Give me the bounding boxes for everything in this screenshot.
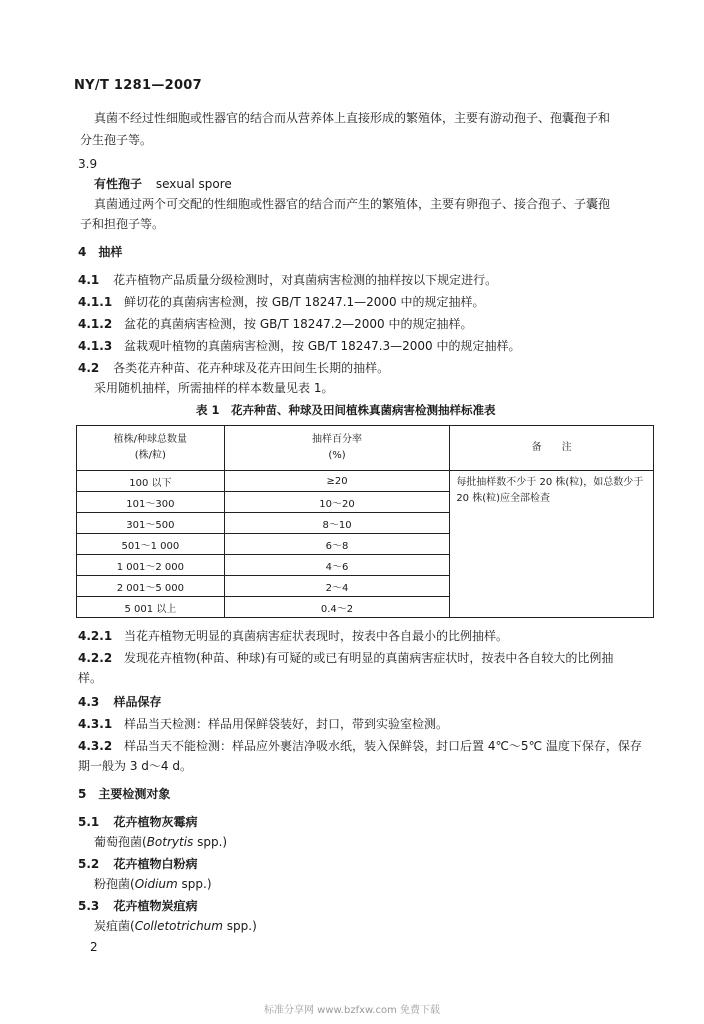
para-4-3-2 [78,738,642,754]
para-number: 4.3 [78,695,100,709]
item-number: 5.2 [78,857,100,871]
section-5-heading: 5 主要检测对象 [78,787,171,801]
cell-count: 100 以下 [77,471,225,492]
table-caption: 表 1 花卉种苗、种球及田间植株真菌病害检测抽样标准表 [196,403,496,417]
item-5-1 [78,814,197,830]
para-text: 各类花卉种苗、花卉种球及花卉田间生长期的抽样。 [113,361,390,375]
pathogen-tail: spp.) [177,877,212,891]
para-number: 4.1.1 [78,295,113,309]
cell-note: 每批抽样数不少于 20 株(粒)，如总数少于 20 株(粒)应全部检查 [450,471,654,618]
section-3-9-line-2: 子和担孢子等。 [80,217,165,231]
para-text: 样品当天检测：样品用保鲜袋装好，封口，带到实验室检测。 [124,717,449,731]
para-4-2-2-line-2: 样。 [78,671,103,685]
para-4-2-sub: 采用随机抽样，所需抽样的样本数量见表 1。 [94,381,334,395]
header-percent [224,426,450,471]
header-count-line-1: 植株/种球总数量 [113,434,188,445]
section-3-9-term [94,176,232,192]
pathogen-cn: 葡萄孢菌( [94,835,147,849]
section-3-9-line-1: 真菌通过两个可交配的性细胞或性器官的结合而产生的繁殖体，主要有卵孢子、接合孢子、子囊孢 [94,197,611,211]
para-number: 4.1.3 [78,339,113,353]
para-text: 鲜切花的真菌病害检测，按 GB/T 18247.1—2000 中的规定抽样。 [124,295,485,309]
pathogen-tail: spp.) [222,919,257,933]
para-number: 4.1.2 [78,317,113,331]
cell-percent: 2～4 [224,576,450,597]
para-4-3 [78,694,161,710]
table-header-row [77,426,654,471]
para-4-3-2-line-2: 期一般为 3 d～4 d。 [78,759,192,773]
item-5-3 [78,898,197,914]
header-count [77,426,225,471]
cell-percent: 8～10 [224,513,450,534]
item-number: 5.3 [78,899,100,913]
cell-count: 2 001～5 000 [77,576,225,597]
para-text: 样品当天不能检测：样品应外裹洁净吸水纸，装入保鲜袋，封口后置 4℃～5℃ 温度下保存，保存 [124,739,642,753]
pathogen-sci: Botrytis [146,835,194,849]
intro-line-1: 真菌不经过性细胞或性器官的结合而从营养体上直接形成的繁殖体，主要有游动孢子、孢囊孢子和 [94,111,611,125]
para-text: 当花卉植物无明显的真菌病害症状表现时，按表中各自最小的比例抽样。 [124,629,509,643]
cell-percent: 6～8 [224,534,450,555]
pathogen-5-2 [94,876,212,892]
cell-percent: ≥20 [224,471,450,492]
item-title: 花卉植物炭疽病 [113,899,198,913]
pathogen-sci: Colletotrichum [134,919,223,933]
term-en: sexual spore [155,177,232,191]
pathogen-sci: Oidium [134,877,178,891]
para-4-1-1 [78,294,485,310]
term-cn: 有性孢子 [94,177,143,191]
cell-count: 101～300 [77,492,225,513]
item-title: 花卉植物白粉病 [113,857,198,871]
pathogen-cn: 粉孢菌( [94,877,135,891]
para-text: 花卉植物产品质量分级检测时，对真菌病害检测的抽样按以下规定进行。 [113,273,498,287]
para-text: 样品保存 [113,695,162,709]
item-5-2 [78,856,197,872]
cell-count: 5 001 以上 [77,597,225,618]
para-number: 4.2.2 [78,651,113,665]
para-number: 4.2.1 [78,629,113,643]
header-percent-line-1: 抽样百分率 [312,434,363,445]
pathogen-5-3 [94,918,257,934]
para-number: 4.3.2 [78,739,113,753]
para-4-1-3 [78,338,521,354]
page-number: 2 [90,940,98,954]
para-4-2 [78,360,389,376]
item-title: 花卉植物灰霉病 [113,815,198,829]
cell-count: 1 001～2 000 [77,555,225,576]
standard-code: NY/T 1281—2007 [74,78,202,93]
sampling-table [76,425,654,618]
cell-percent: 4～6 [224,555,450,576]
section-3-9-number: 3.9 [78,157,98,171]
para-4-3-1 [78,716,448,732]
para-4-1 [78,272,497,288]
para-4-2-2 [78,650,613,666]
pathogen-5-1 [94,834,227,850]
header-note: 备 注 [450,426,654,471]
para-number: 4.3.1 [78,717,113,731]
pathogen-tail: spp.) [193,835,228,849]
para-number: 4.2 [78,361,100,375]
cell-count: 301～500 [77,513,225,534]
header-count-line-2: (株/粒) [134,450,166,461]
para-4-1-2 [78,316,473,332]
intro-line-2: 分生孢子等。 [80,133,153,147]
para-text: 发现花卉植物(种苗、种球)有可疑的或已有明显的真菌病害症状时，按表中各自较大的比例抽 [124,651,614,665]
para-number: 4.1 [78,273,100,287]
item-number: 5.1 [78,815,100,829]
cell-percent: 10～20 [224,492,450,513]
pathogen-cn: 炭疽菌( [94,919,135,933]
watermark-footer: 标准分享网 www.bzfxw.com 免费下载 [264,1005,440,1016]
para-text: 盆栽观叶植物的真菌病害检测，按 GB/T 18247.3—2000 中的规定抽样。 [124,339,521,353]
table-row [77,471,654,492]
cell-count: 501～1 000 [77,534,225,555]
section-4-heading: 4 抽样 [78,245,123,259]
header-percent-line-2: (%) [328,450,346,461]
para-4-2-1 [78,628,508,644]
para-text: 盆花的真菌病害检测，按 GB/T 18247.2—2000 中的规定抽样。 [124,317,473,331]
cell-percent: 0.4～2 [224,597,450,618]
